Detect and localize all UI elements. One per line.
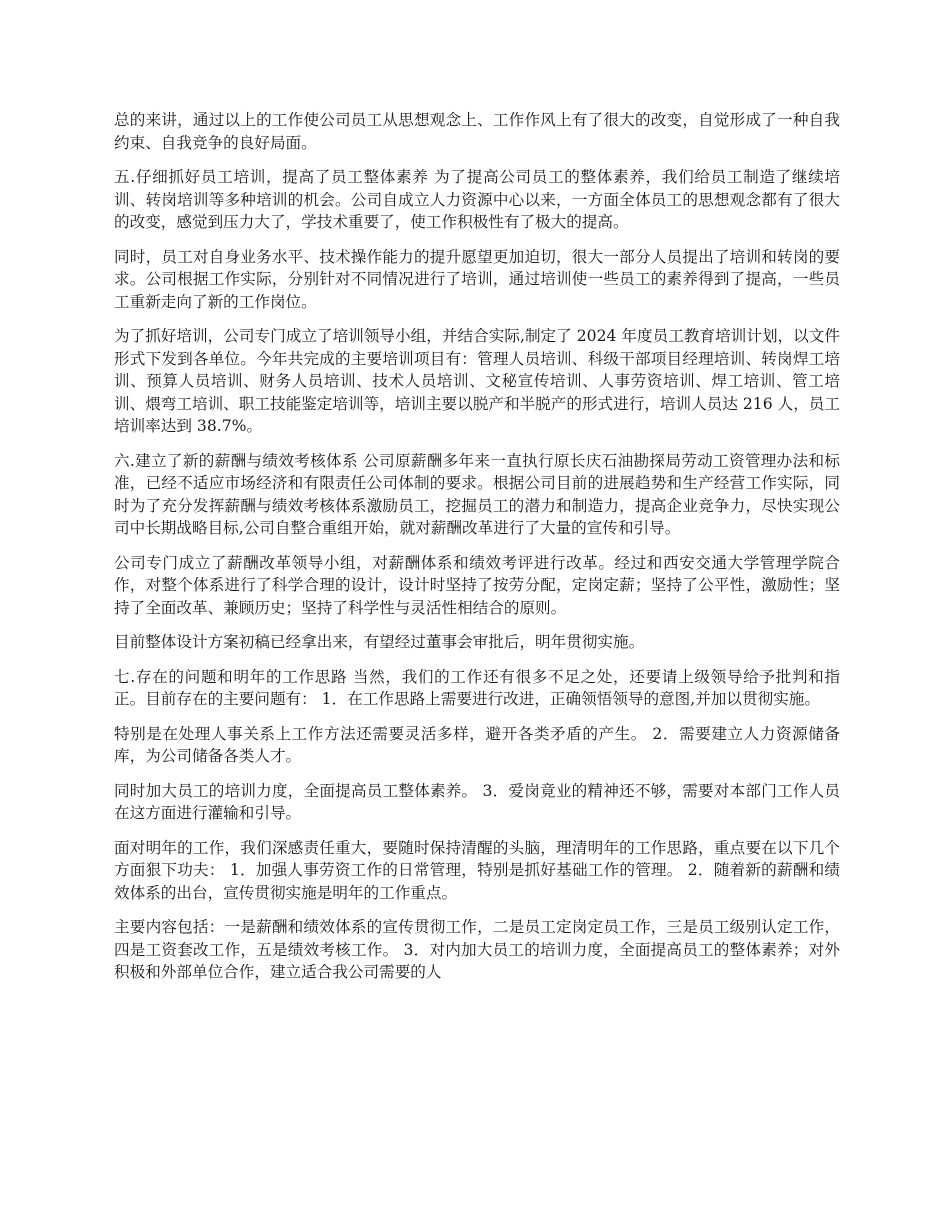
paragraph-section-seven: 七.存在的问题和明年的工作思路 当然，我们的工作还有很多不足之处，还要请上级领导给予批判和指正。目前存在的主要问题有： 1．在工作思路上需要进行改进，正确领悟领导的意图,并加以贯彻实施。 — [114, 667, 840, 708]
paragraph-salary-reform: 公司专门成立了薪酬改革领导小组，对薪酬体系和绩效考评进行改革。经过和西安交通大学管理学院合作，对整个体系进行了科学合理的设计，设计时坚持了按劳分配，定岗定薪；坚持了公平性，激励性；坚持了全面改革、兼顾历史；坚持了科学性与灵活性相结合的原则。 — [114, 553, 840, 617]
paragraph-design-draft: 目前整体设计方案初稿已经拿出来，有望经过董事会审批后，明年贯彻实施。 — [114, 633, 645, 651]
paragraph-summary: 总的来讲，通过以上的工作使公司员工从思想观念上、工作作风上有了很大的改变，自觉形成了一种自我约束、自我竞争的良好局面。 — [114, 111, 840, 152]
paragraph-problem-two: 特别是在处理人事关系上工作方法还需要灵活多样，避开各类矛盾的产生。 2．需要建立人力资源储备库，为公司储备各类人才。 — [114, 724, 840, 765]
paragraph-training-demand: 同时，员工对自身业务水平、技术操作能力的提升愿望更加迫切，很大一部分人员提出了培训和转岗的要求。公司根据工作实际，分别针对不同情况进行了培训，通过培训使一些员工的素养得到了提高，一些员工重新走向了新的工作岗位。 — [114, 247, 840, 311]
paragraph-section-five: 五.仔细抓好员工培训，提高了员工整体素养 为了提高公司员工的整体素养，我们给员工制造了继续培训、转岗培训等多种培训的机会。公司自成立人力资源中心以来，一方面全体员工的思想观念都有了很大的改变，感觉到压力大了，学技术重要了，使工作积极性有了极大的提高。 — [114, 168, 840, 231]
paragraph-section-six: 六.建立了新的薪酬与绩效考核体系 公司原薪酬多年来一直执行原长庆石油勘探局劳动工资管理办法和标准，已经不适应市场经济和有限责任公司体制的要求。根据公司目前的进展趋势和生产经营工作实际，同时为了充分发挥薪酬与绩效考核体系激励员工，挖掘员工的潜力和制造力，提高企业竞争力，尽快实现公司中长期战略目标,公司自整合重组开始，就对薪酬改革进行了大量的宣传和引导。 — [114, 451, 840, 537]
paragraph-main-content: 主要内容包括：一是薪酬和绩效体系的宣传贯彻工作，二是员工定岗定员工作，三是员工级别认定工作，四是工资套改工作，五是绩效考核工作。 3．对内加大员工的培训力度，全面提高员工的整体素养；对外积极和外部单位合作，建立适合我公司需要的人 — [114, 918, 840, 981]
paragraph-training-plan: 为了抓好培训，公司专门成立了培训领导小组，并结合实际,制定了 2024 年度员工教育培训计划，以文件形式下发到各单位。今年共完成的主要培训项目有：管理人员培训、科级干部项目经理培训、转岗焊工培训、预算人员培训、财务人员培训、技术人员培训、文秘宣传培训、人事劳资培训、焊工培训、管工培训、煨弯工培训、职工技能鉴定培训等，培训主要以脱产和半脱产的形式进行，培训人员达 216 人，员工培训率达到 38.7%。 — [114, 327, 840, 435]
paragraph-problem-three: 同时加大员工的培训力度，全面提高员工整体素养。 3．爱岗竟业的精神还不够，需要对本部门工作人员在这方面进行灌输和引导。 — [114, 781, 840, 822]
document-page — [114, 109, 840, 996]
paragraph-next-year: 面对明年的工作，我们深感责任重大，要随时保持清醒的头脑，理清明年的工作思路，重点要在以下几个方面狠下功夫： 1．加强人事劳资工作的日常管理，特别是抓好基础工作的管理。 2．随着新的薪酬和绩效体系的出台，宣传贯彻实施是明年的工作重点。 — [114, 838, 840, 902]
